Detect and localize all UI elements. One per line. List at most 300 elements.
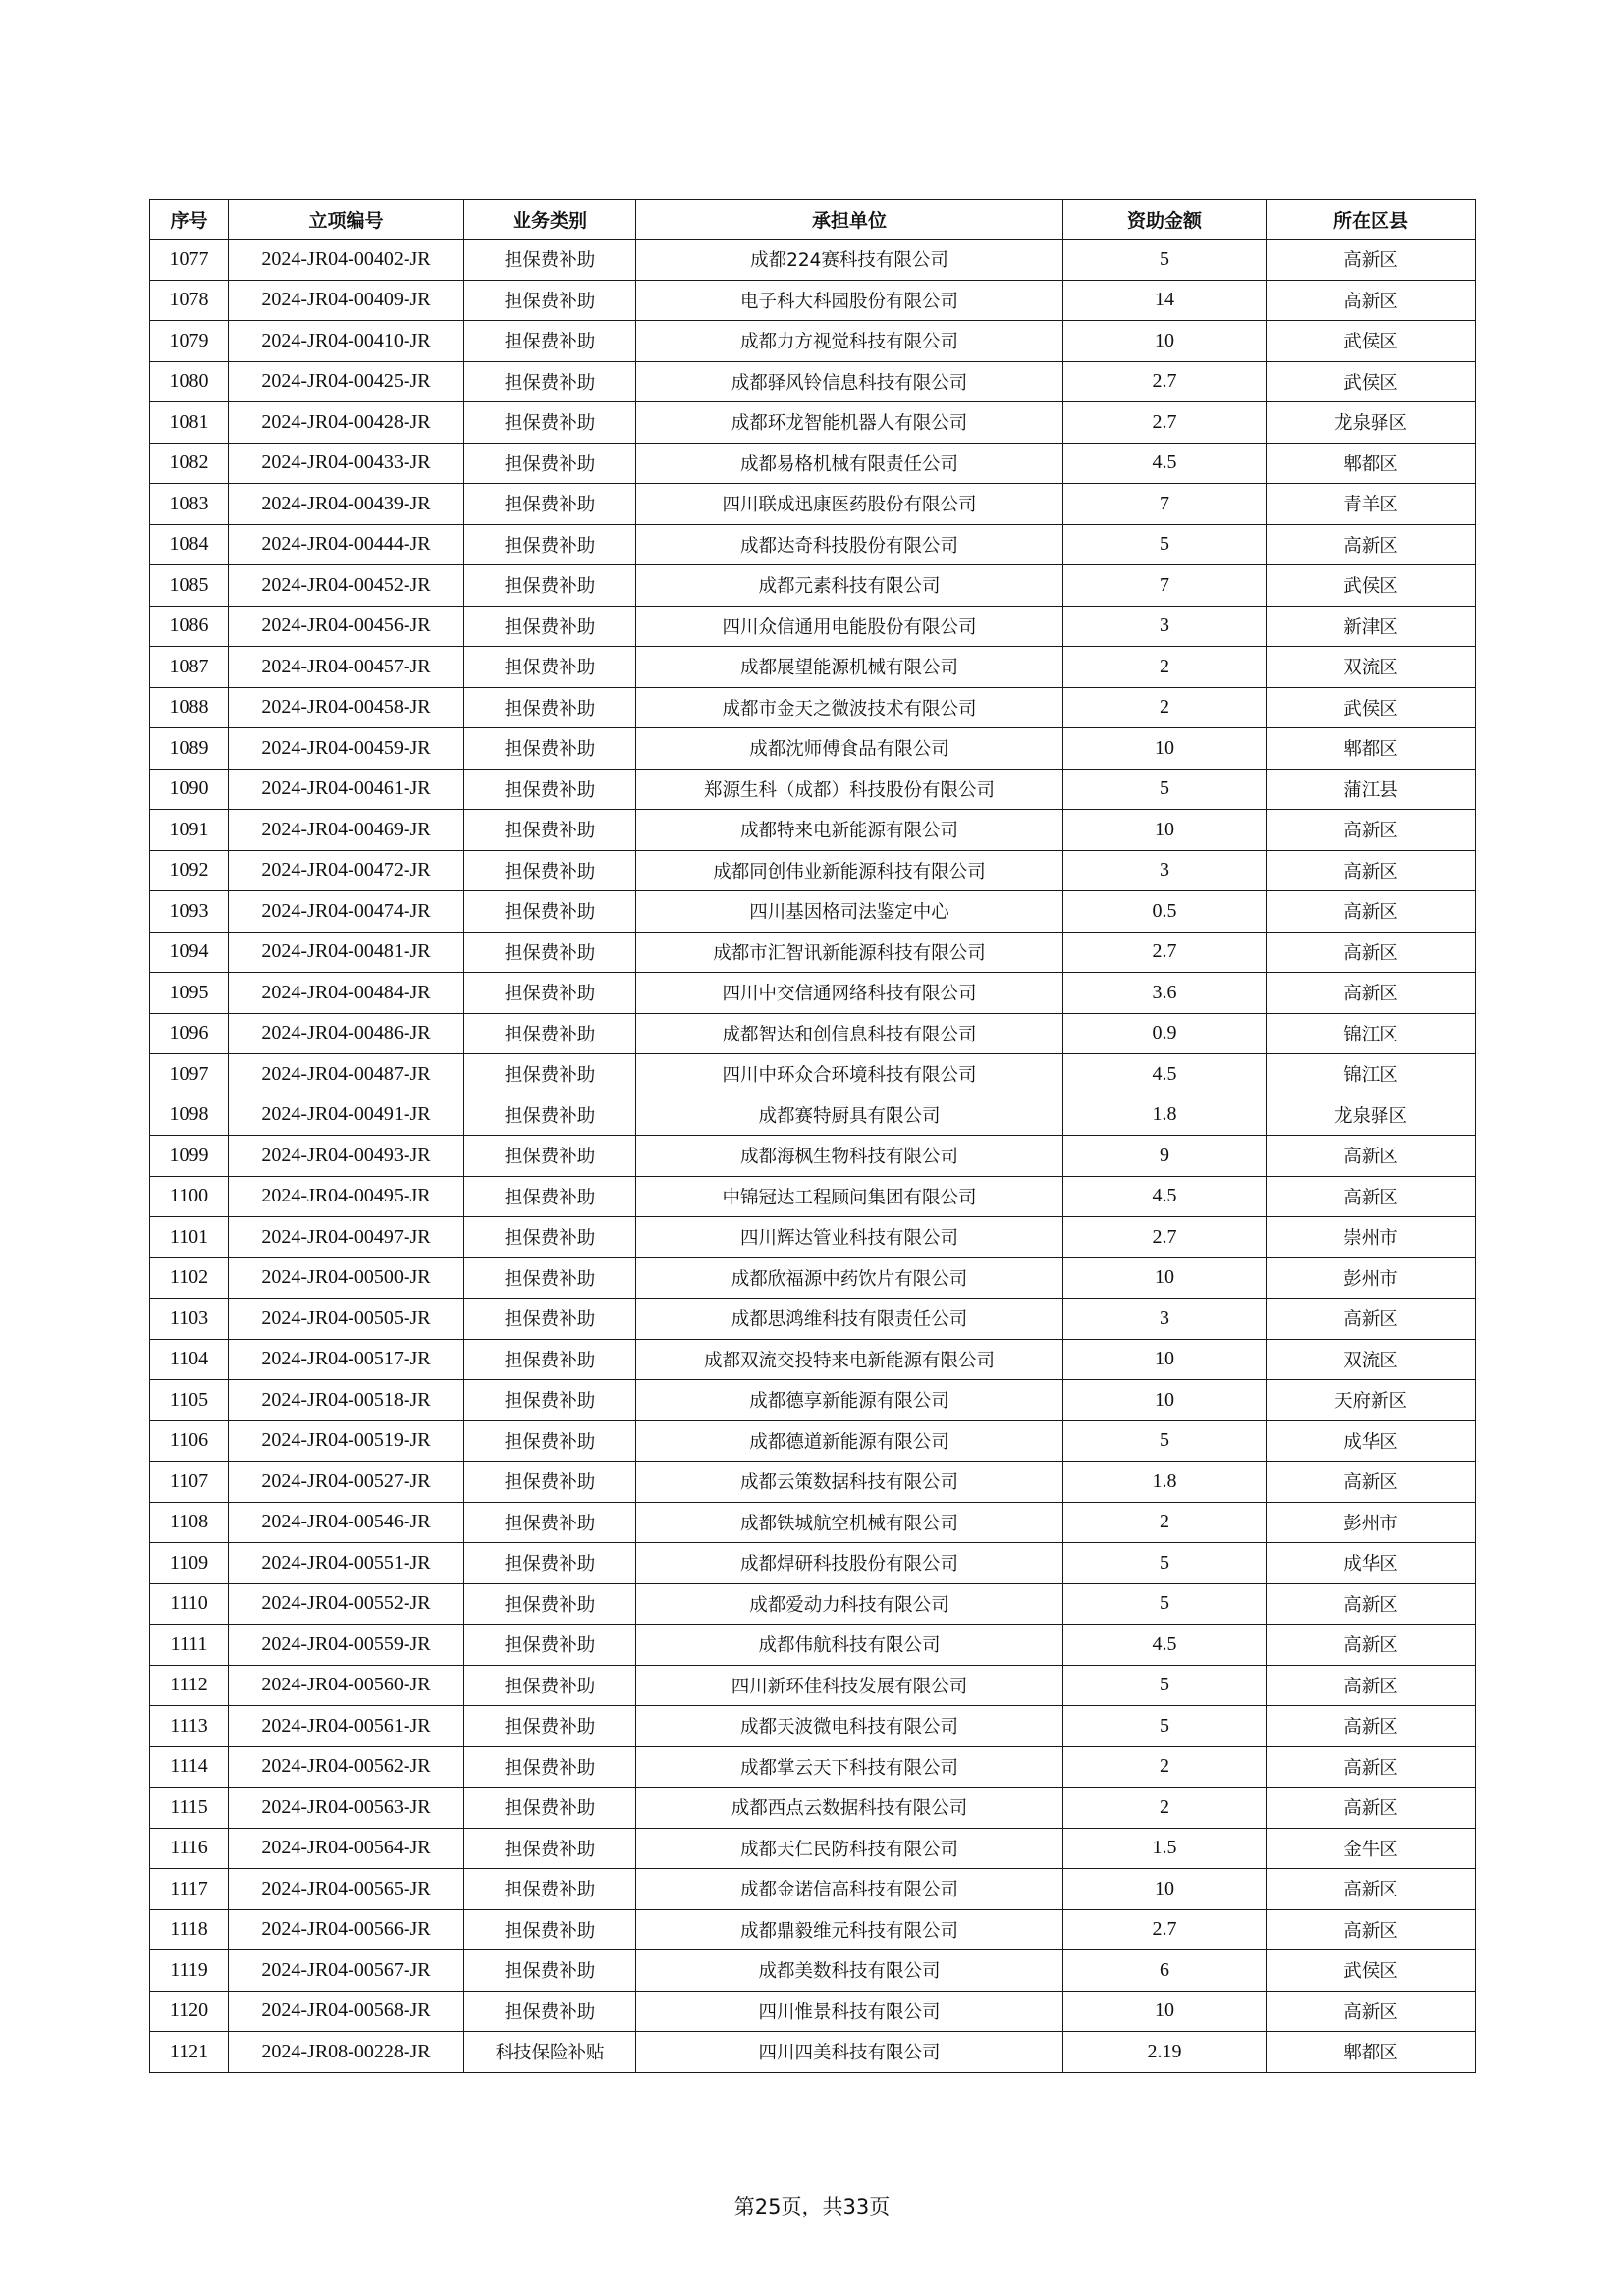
cell-district: 锦江区 [1267, 1013, 1476, 1054]
cell-district: 高新区 [1267, 1625, 1476, 1666]
table-row [150, 1788, 1476, 1829]
cell-district: 高新区 [1267, 932, 1476, 973]
cell-business-type: 担保费补助 [464, 361, 636, 402]
cell-undertaking-unit: 四川联成迅康医药股份有限公司 [636, 484, 1063, 525]
table-row [150, 1583, 1476, 1625]
table-row [150, 1217, 1476, 1258]
cell-index: 1085 [150, 565, 229, 607]
cell-undertaking-unit: 电子科大科园股份有限公司 [636, 280, 1063, 321]
cell-undertaking-unit: 成都天仁民防科技有限公司 [636, 1828, 1063, 1869]
cell-undertaking-unit: 郑源生科（成都）科技股份有限公司 [636, 769, 1063, 810]
table-row [150, 1136, 1476, 1177]
cell-district: 青羊区 [1267, 484, 1476, 525]
cell-index: 1083 [150, 484, 229, 525]
cell-project-code: 2024-JR04-00472-JR [229, 850, 464, 891]
cell-business-type: 担保费补助 [464, 402, 636, 444]
cell-funding-amount: 10 [1063, 1339, 1267, 1380]
cell-funding-amount: 2 [1063, 687, 1267, 728]
cell-district: 双流区 [1267, 647, 1476, 688]
cell-undertaking-unit: 成都欣福源中药饮片有限公司 [636, 1257, 1063, 1299]
table-body [150, 240, 1476, 2073]
cell-district: 郫都区 [1267, 2032, 1476, 2073]
cell-funding-amount: 10 [1063, 321, 1267, 362]
cell-district: 高新区 [1267, 1299, 1476, 1340]
cell-funding-amount: 4.5 [1063, 1176, 1267, 1217]
cell-funding-amount: 5 [1063, 769, 1267, 810]
cell-index: 1084 [150, 524, 229, 565]
cell-index: 1120 [150, 1991, 229, 2032]
table-row [150, 1625, 1476, 1666]
cell-business-type: 担保费补助 [464, 932, 636, 973]
cell-funding-amount: 2 [1063, 1502, 1267, 1543]
cell-district: 高新区 [1267, 524, 1476, 565]
cell-business-type: 担保费补助 [464, 565, 636, 607]
cell-funding-amount: 3 [1063, 850, 1267, 891]
cell-index: 1095 [150, 973, 229, 1014]
cell-undertaking-unit: 四川辉达管业科技有限公司 [636, 1217, 1063, 1258]
cell-index: 1114 [150, 1746, 229, 1788]
cell-business-type: 担保费补助 [464, 1462, 636, 1503]
cell-undertaking-unit: 四川惟景科技有限公司 [636, 1991, 1063, 2032]
cell-business-type: 担保费补助 [464, 484, 636, 525]
header-index: 序号 [150, 200, 229, 240]
table-row [150, 1257, 1476, 1299]
cell-business-type: 担保费补助 [464, 1746, 636, 1788]
cell-project-code: 2024-JR04-00433-JR [229, 443, 464, 484]
cell-funding-amount: 14 [1063, 280, 1267, 321]
cell-project-code: 2024-JR04-00409-JR [229, 280, 464, 321]
table-row [150, 443, 1476, 484]
cell-district: 高新区 [1267, 1746, 1476, 1788]
cell-undertaking-unit: 成都市金天之微波技术有限公司 [636, 687, 1063, 728]
cell-district: 武侯区 [1267, 565, 1476, 607]
cell-funding-amount: 2.7 [1063, 932, 1267, 973]
cell-business-type: 担保费补助 [464, 850, 636, 891]
cell-undertaking-unit: 成都鼎毅维元科技有限公司 [636, 1909, 1063, 1950]
cell-business-type: 担保费补助 [464, 1339, 636, 1380]
cell-district: 锦江区 [1267, 1054, 1476, 1095]
cell-business-type: 担保费补助 [464, 1502, 636, 1543]
cell-index: 1088 [150, 687, 229, 728]
cell-funding-amount: 2.7 [1063, 1909, 1267, 1950]
cell-project-code: 2024-JR08-00228-JR [229, 2032, 464, 2073]
cell-undertaking-unit: 成都天波微电科技有限公司 [636, 1706, 1063, 1747]
table-row [150, 973, 1476, 1014]
cell-undertaking-unit: 成都特来电新能源有限公司 [636, 810, 1063, 851]
cell-undertaking-unit: 四川中环众合环境科技有限公司 [636, 1054, 1063, 1095]
cell-district: 高新区 [1267, 1909, 1476, 1950]
cell-index: 1090 [150, 769, 229, 810]
table-row [150, 647, 1476, 688]
cell-index: 1102 [150, 1257, 229, 1299]
cell-district: 彭州市 [1267, 1257, 1476, 1299]
cell-index: 1113 [150, 1706, 229, 1747]
cell-business-type: 担保费补助 [464, 728, 636, 770]
table-row [150, 850, 1476, 891]
cell-business-type: 担保费补助 [464, 1869, 636, 1910]
cell-business-type: 担保费补助 [464, 606, 636, 647]
cell-index: 1078 [150, 280, 229, 321]
cell-project-code: 2024-JR04-00561-JR [229, 1706, 464, 1747]
table-row [150, 1462, 1476, 1503]
cell-undertaking-unit: 四川新环佳科技发展有限公司 [636, 1665, 1063, 1706]
cell-business-type: 担保费补助 [464, 1665, 636, 1706]
cell-funding-amount: 2 [1063, 1788, 1267, 1829]
cell-project-code: 2024-JR04-00559-JR [229, 1625, 464, 1666]
cell-funding-amount: 0.5 [1063, 891, 1267, 933]
cell-index: 1103 [150, 1299, 229, 1340]
cell-district: 武侯区 [1267, 321, 1476, 362]
cell-undertaking-unit: 成都同创伟业新能源科技有限公司 [636, 850, 1063, 891]
cell-funding-amount: 7 [1063, 565, 1267, 607]
cell-project-code: 2024-JR04-00428-JR [229, 402, 464, 444]
cell-district: 双流区 [1267, 1339, 1476, 1380]
cell-district: 高新区 [1267, 1136, 1476, 1177]
cell-undertaking-unit: 成都达奇科技股份有限公司 [636, 524, 1063, 565]
table-row [150, 1176, 1476, 1217]
table-row [150, 524, 1476, 565]
table-row [150, 1665, 1476, 1706]
cell-funding-amount: 10 [1063, 1869, 1267, 1910]
cell-funding-amount: 3.6 [1063, 973, 1267, 1014]
cell-project-code: 2024-JR04-00444-JR [229, 524, 464, 565]
header-district: 所在区县 [1267, 200, 1476, 240]
cell-project-code: 2024-JR04-00457-JR [229, 647, 464, 688]
cell-business-type: 科技保险补贴 [464, 2032, 636, 2073]
table-row [150, 1502, 1476, 1543]
cell-district: 龙泉驿区 [1267, 402, 1476, 444]
table-row [150, 1869, 1476, 1910]
cell-district: 高新区 [1267, 1583, 1476, 1625]
cell-undertaking-unit: 成都掌云天下科技有限公司 [636, 1746, 1063, 1788]
cell-index: 1121 [150, 2032, 229, 2073]
cell-project-code: 2024-JR04-00500-JR [229, 1257, 464, 1299]
cell-project-code: 2024-JR04-00402-JR [229, 240, 464, 281]
cell-funding-amount: 4.5 [1063, 443, 1267, 484]
cell-project-code: 2024-JR04-00469-JR [229, 810, 464, 851]
cell-business-type: 担保费补助 [464, 687, 636, 728]
cell-project-code: 2024-JR04-00564-JR [229, 1828, 464, 1869]
cell-funding-amount: 4.5 [1063, 1625, 1267, 1666]
cell-business-type: 担保费补助 [464, 1054, 636, 1095]
cell-business-type: 担保费补助 [464, 1013, 636, 1054]
cell-undertaking-unit: 成都云策数据科技有限公司 [636, 1462, 1063, 1503]
table-row [150, 1706, 1476, 1747]
cell-funding-amount: 10 [1063, 1991, 1267, 2032]
cell-index: 1116 [150, 1828, 229, 1869]
cell-district: 高新区 [1267, 1665, 1476, 1706]
cell-business-type: 担保费补助 [464, 443, 636, 484]
cell-project-code: 2024-JR04-00551-JR [229, 1543, 464, 1584]
cell-project-code: 2024-JR04-00495-JR [229, 1176, 464, 1217]
cell-district: 崇州市 [1267, 1217, 1476, 1258]
table-row [150, 1746, 1476, 1788]
cell-project-code: 2024-JR04-00486-JR [229, 1013, 464, 1054]
table-row [150, 1828, 1476, 1869]
cell-undertaking-unit: 成都元素科技有限公司 [636, 565, 1063, 607]
cell-funding-amount: 5 [1063, 1665, 1267, 1706]
cell-undertaking-unit: 中锦冠达工程顾问集团有限公司 [636, 1176, 1063, 1217]
table-row [150, 1950, 1476, 1992]
cell-district: 高新区 [1267, 1176, 1476, 1217]
table-row [150, 810, 1476, 851]
cell-index: 1077 [150, 240, 229, 281]
cell-business-type: 担保费补助 [464, 647, 636, 688]
cell-funding-amount: 1.8 [1063, 1462, 1267, 1503]
cell-business-type: 担保费补助 [464, 280, 636, 321]
cell-business-type: 担保费补助 [464, 240, 636, 281]
cell-funding-amount: 9 [1063, 1136, 1267, 1177]
table-row [150, 687, 1476, 728]
table-row [150, 728, 1476, 770]
cell-funding-amount: 1.5 [1063, 1828, 1267, 1869]
cell-index: 1108 [150, 1502, 229, 1543]
cell-project-code: 2024-JR04-00484-JR [229, 973, 464, 1014]
cell-undertaking-unit: 成都市汇智讯新能源科技有限公司 [636, 932, 1063, 973]
cell-district: 郫都区 [1267, 443, 1476, 484]
cell-index: 1106 [150, 1420, 229, 1462]
cell-district: 高新区 [1267, 1991, 1476, 2032]
cell-business-type: 担保费补助 [464, 1706, 636, 1747]
cell-index: 1101 [150, 1217, 229, 1258]
cell-funding-amount: 4.5 [1063, 1054, 1267, 1095]
cell-project-code: 2024-JR04-00481-JR [229, 932, 464, 973]
cell-funding-amount: 2.7 [1063, 1217, 1267, 1258]
cell-business-type: 担保费补助 [464, 1136, 636, 1177]
table-row [150, 1420, 1476, 1462]
cell-business-type: 担保费补助 [464, 1380, 636, 1421]
table-row [150, 1543, 1476, 1584]
cell-business-type: 担保费补助 [464, 1909, 636, 1950]
cell-project-code: 2024-JR04-00461-JR [229, 769, 464, 810]
cell-district: 郫都区 [1267, 728, 1476, 770]
cell-undertaking-unit: 成都环龙智能机器人有限公司 [636, 402, 1063, 444]
cell-district: 龙泉驿区 [1267, 1095, 1476, 1136]
cell-district: 武侯区 [1267, 687, 1476, 728]
cell-index: 1104 [150, 1339, 229, 1380]
table-row [150, 402, 1476, 444]
table-row [150, 321, 1476, 362]
cell-index: 1081 [150, 402, 229, 444]
table-row [150, 1380, 1476, 1421]
cell-project-code: 2024-JR04-00456-JR [229, 606, 464, 647]
cell-index: 1080 [150, 361, 229, 402]
cell-business-type: 担保费补助 [464, 1625, 636, 1666]
cell-undertaking-unit: 成都赛特厨具有限公司 [636, 1095, 1063, 1136]
funding-table [149, 199, 1476, 2073]
cell-district: 高新区 [1267, 240, 1476, 281]
header-business-type: 业务类别 [464, 200, 636, 240]
cell-undertaking-unit: 四川四美科技有限公司 [636, 2032, 1063, 2073]
cell-undertaking-unit: 成都智达和创信息科技有限公司 [636, 1013, 1063, 1054]
cell-index: 1091 [150, 810, 229, 851]
table-row [150, 565, 1476, 607]
cell-district: 高新区 [1267, 810, 1476, 851]
cell-funding-amount: 7 [1063, 484, 1267, 525]
cell-funding-amount: 6 [1063, 1950, 1267, 1992]
cell-project-code: 2024-JR04-00439-JR [229, 484, 464, 525]
cell-project-code: 2024-JR04-00568-JR [229, 1991, 464, 2032]
cell-district: 蒲江县 [1267, 769, 1476, 810]
table-row [150, 932, 1476, 973]
cell-district: 高新区 [1267, 1788, 1476, 1829]
cell-district: 成华区 [1267, 1420, 1476, 1462]
cell-project-code: 2024-JR04-00425-JR [229, 361, 464, 402]
cell-project-code: 2024-JR04-00562-JR [229, 1746, 464, 1788]
cell-index: 1087 [150, 647, 229, 688]
cell-business-type: 担保费补助 [464, 1543, 636, 1584]
cell-undertaking-unit: 成都双流交投特来电新能源有限公司 [636, 1339, 1063, 1380]
cell-business-type: 担保费补助 [464, 1176, 636, 1217]
cell-undertaking-unit: 成都驿风铃信息科技有限公司 [636, 361, 1063, 402]
cell-project-code: 2024-JR04-00452-JR [229, 565, 464, 607]
cell-project-code: 2024-JR04-00518-JR [229, 1380, 464, 1421]
cell-undertaking-unit: 成都展望能源机械有限公司 [636, 647, 1063, 688]
table-row [150, 606, 1476, 647]
cell-undertaking-unit: 四川中交信通网络科技有限公司 [636, 973, 1063, 1014]
cell-funding-amount: 10 [1063, 1380, 1267, 1421]
cell-undertaking-unit: 成都德享新能源有限公司 [636, 1380, 1063, 1421]
cell-funding-amount: 5 [1063, 524, 1267, 565]
cell-index: 1100 [150, 1176, 229, 1217]
cell-undertaking-unit: 成都铁城航空机械有限公司 [636, 1502, 1063, 1543]
cell-funding-amount: 5 [1063, 1420, 1267, 1462]
cell-undertaking-unit: 成都沈师傅食品有限公司 [636, 728, 1063, 770]
cell-index: 1110 [150, 1583, 229, 1625]
cell-index: 1117 [150, 1869, 229, 1910]
cell-funding-amount: 10 [1063, 810, 1267, 851]
cell-index: 1092 [150, 850, 229, 891]
cell-business-type: 担保费补助 [464, 1095, 636, 1136]
header-row [150, 200, 1476, 240]
cell-funding-amount: 10 [1063, 1257, 1267, 1299]
cell-district: 高新区 [1267, 1706, 1476, 1747]
cell-project-code: 2024-JR04-00491-JR [229, 1095, 464, 1136]
cell-district: 高新区 [1267, 891, 1476, 933]
table-row [150, 484, 1476, 525]
cell-project-code: 2024-JR04-00458-JR [229, 687, 464, 728]
cell-funding-amount: 2.7 [1063, 402, 1267, 444]
cell-business-type: 担保费补助 [464, 891, 636, 933]
cell-funding-amount: 3 [1063, 1299, 1267, 1340]
table-row [150, 1299, 1476, 1340]
cell-funding-amount: 2 [1063, 1746, 1267, 1788]
cell-project-code: 2024-JR04-00552-JR [229, 1583, 464, 1625]
cell-index: 1112 [150, 1665, 229, 1706]
cell-funding-amount: 5 [1063, 240, 1267, 281]
cell-project-code: 2024-JR04-00546-JR [229, 1502, 464, 1543]
cell-project-code: 2024-JR04-00459-JR [229, 728, 464, 770]
cell-undertaking-unit: 成都力方视觉科技有限公司 [636, 321, 1063, 362]
cell-funding-amount: 10 [1063, 728, 1267, 770]
table-row [150, 280, 1476, 321]
table-row [150, 2032, 1476, 2073]
cell-district: 高新区 [1267, 280, 1476, 321]
cell-project-code: 2024-JR04-00560-JR [229, 1665, 464, 1706]
table-row [150, 1054, 1476, 1095]
cell-district: 高新区 [1267, 973, 1476, 1014]
cell-district: 新津区 [1267, 606, 1476, 647]
table-row [150, 1339, 1476, 1380]
table-row [150, 361, 1476, 402]
cell-undertaking-unit: 成都德道新能源有限公司 [636, 1420, 1063, 1462]
cell-index: 1098 [150, 1095, 229, 1136]
cell-index: 1109 [150, 1543, 229, 1584]
cell-index: 1097 [150, 1054, 229, 1095]
cell-project-code: 2024-JR04-00497-JR [229, 1217, 464, 1258]
cell-project-code: 2024-JR04-00566-JR [229, 1909, 464, 1950]
cell-district: 武侯区 [1267, 1950, 1476, 1992]
cell-undertaking-unit: 成都224赛科技有限公司 [636, 240, 1063, 281]
cell-index: 1105 [150, 1380, 229, 1421]
cell-undertaking-unit: 成都西点云数据科技有限公司 [636, 1788, 1063, 1829]
cell-funding-amount: 5 [1063, 1706, 1267, 1747]
cell-district: 彭州市 [1267, 1502, 1476, 1543]
cell-funding-amount: 5 [1063, 1583, 1267, 1625]
cell-index: 1086 [150, 606, 229, 647]
cell-index: 1107 [150, 1462, 229, 1503]
cell-project-code: 2024-JR04-00519-JR [229, 1420, 464, 1462]
cell-district: 高新区 [1267, 850, 1476, 891]
cell-district: 天府新区 [1267, 1380, 1476, 1421]
cell-project-code: 2024-JR04-00505-JR [229, 1299, 464, 1340]
cell-undertaking-unit: 成都爱动力科技有限公司 [636, 1583, 1063, 1625]
table-row [150, 240, 1476, 281]
cell-project-code: 2024-JR04-00527-JR [229, 1462, 464, 1503]
cell-index: 1118 [150, 1909, 229, 1950]
header-funding-amount: 资助金额 [1063, 200, 1267, 240]
table-row [150, 1909, 1476, 1950]
cell-undertaking-unit: 成都焊研科技股份有限公司 [636, 1543, 1063, 1584]
cell-business-type: 担保费补助 [464, 1583, 636, 1625]
cell-district: 武侯区 [1267, 361, 1476, 402]
cell-project-code: 2024-JR04-00493-JR [229, 1136, 464, 1177]
cell-undertaking-unit: 成都易格机械有限责任公司 [636, 443, 1063, 484]
cell-business-type: 担保费补助 [464, 1950, 636, 1992]
cell-index: 1119 [150, 1950, 229, 1992]
cell-funding-amount: 3 [1063, 606, 1267, 647]
cell-business-type: 担保费补助 [464, 321, 636, 362]
cell-index: 1099 [150, 1136, 229, 1177]
cell-index: 1111 [150, 1625, 229, 1666]
cell-district: 高新区 [1267, 1462, 1476, 1503]
cell-project-code: 2024-JR04-00487-JR [229, 1054, 464, 1095]
cell-undertaking-unit: 四川基因格司法鉴定中心 [636, 891, 1063, 933]
cell-business-type: 担保费补助 [464, 1991, 636, 2032]
cell-funding-amount: 1.8 [1063, 1095, 1267, 1136]
page-number: 第25页，共33页 [733, 2195, 891, 2218]
cell-project-code: 2024-JR04-00410-JR [229, 321, 464, 362]
cell-index: 1089 [150, 728, 229, 770]
cell-project-code: 2024-JR04-00517-JR [229, 1339, 464, 1380]
cell-project-code: 2024-JR04-00567-JR [229, 1950, 464, 1992]
cell-undertaking-unit: 成都美数科技有限公司 [636, 1950, 1063, 1992]
cell-project-code: 2024-JR04-00565-JR [229, 1869, 464, 1910]
cell-business-type: 担保费补助 [464, 769, 636, 810]
cell-index: 1079 [150, 321, 229, 362]
cell-undertaking-unit: 成都伟航科技有限公司 [636, 1625, 1063, 1666]
cell-business-type: 担保费补助 [464, 1828, 636, 1869]
cell-business-type: 担保费补助 [464, 1788, 636, 1829]
table-row [150, 1013, 1476, 1054]
cell-project-code: 2024-JR04-00474-JR [229, 891, 464, 933]
cell-district: 金牛区 [1267, 1828, 1476, 1869]
cell-funding-amount: 2.7 [1063, 361, 1267, 402]
cell-undertaking-unit: 成都思鸿维科技有限责任公司 [636, 1299, 1063, 1340]
cell-funding-amount: 2.19 [1063, 2032, 1267, 2073]
cell-business-type: 担保费补助 [464, 524, 636, 565]
cell-district: 高新区 [1267, 1869, 1476, 1910]
